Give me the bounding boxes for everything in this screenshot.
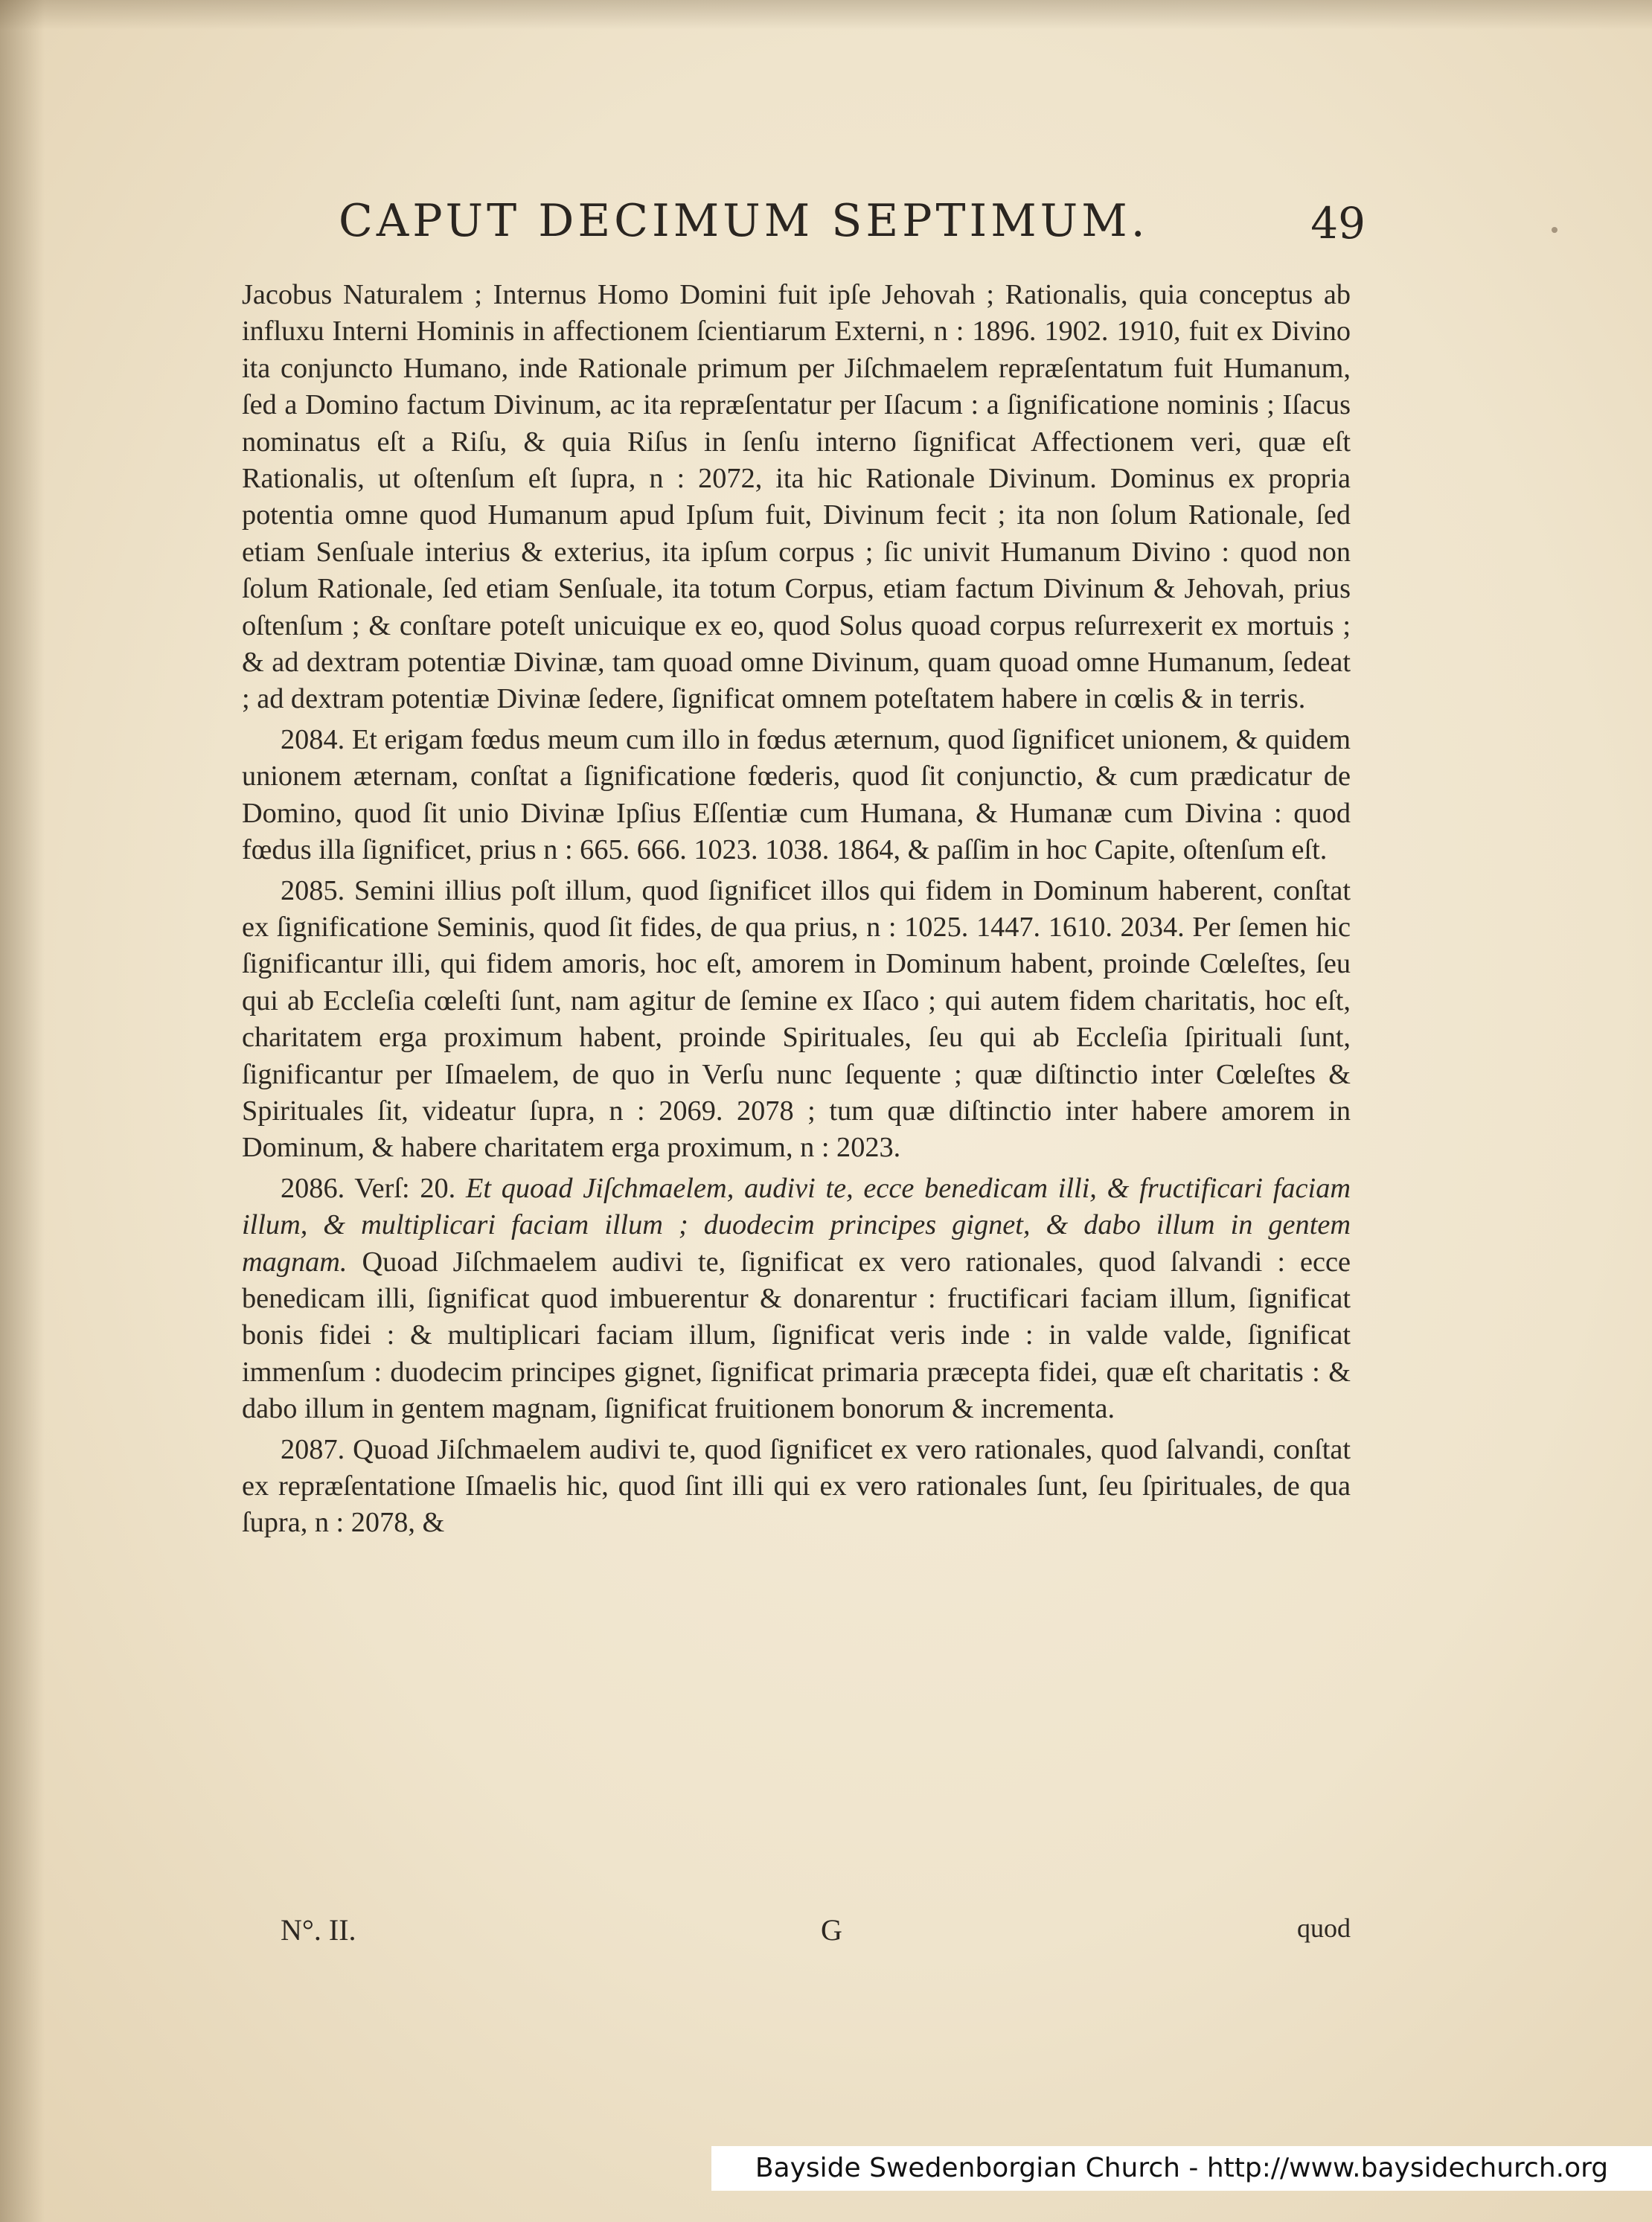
signature-letter: G <box>821 1913 842 1947</box>
paragraph-2085: 2085. Semini illius poſt illum, quod ſignificet illos qui fidem in Dominum haberent, conſtat ex ſignificatione Seminis, quod ſit fides, de qua prius, n : 1025. 1447. 1610. 2034. Per ſemen hic ſignificantur illi, qui fidem amoris, hoc eſt, amorem in Dominum habent, proinde Cœleſtes, ſeu qui ab Eccleſia cœleſti ſunt, nam agitur de ſemine ex Iſaco ; qui autem fidem charitatis, hoc eſt, charitatem erga proximum habent, proinde Spirituales, ſeu qui ab Eccleſia ſpirituali ſunt, ſignificantur per Iſmaelem, de quo in Verſu nunc ſequente ; quæ diſtinctio inter Cœleſtes & Spirituales ſit, videatur ſupra, n : 2069. 2078 ; tum quæ diſtinctio inter habere amorem in Dominum, & habere charitatem erga proximum, n : 2023. <box>242 874 1351 1164</box>
page-edge-shadow <box>0 0 45 2222</box>
paper-speck <box>1552 227 1557 233</box>
source-watermark: Bayside Swedenborgian Church - http://www.baysidechurch.org <box>711 2146 1652 2191</box>
paragraph-2087: 2087. Quoad Jiſchmaelem audivi te, quod ſignificet ex vero rationales, quod ſalvandi, conſtat ex repræſentatione Iſmaelis hic, quod ſint illi qui ex vero rationales ſunt, ſeu ſpirituales, de qua ſupra, n : 2078, & <box>242 1433 1351 1539</box>
catchword: quod <box>1297 1913 1351 1943</box>
page-footer <box>242 1912 1351 1957</box>
paragraph-2086 <box>242 1171 1351 1428</box>
paragraph-2086-lead: 2086. Verſ: 20. <box>281 1172 466 1204</box>
paragraph-2086-scripture: Et quoad Jiſchmaelem, audivi te, ecce benedicam illi, & fructificari faciam illum, & multiplicari faciam illum ; duodecim principes gignet, & dabo illum in gentem magnam. <box>242 1172 1351 1278</box>
paragraph-2084: 2084. Et erigam fœdus meum cum illo in fœdus æternum, quod ſignificet unionem, & quidem unionem æternam, conſtat a ſignificatione fœderis, quod ſit conjunctio, & cum prædicatur de Domino, quod ſit unio Divinæ Ipſius Eſſentiæ cum Humana, & Humanæ cum Divina : quod fœdus illa ſignificet, prius n : 665. 666. 1023. 1038. 1864, & paſſim in hoc Capite, oſtenſum eſt. <box>242 723 1351 866</box>
running-title: CAPUT DECIMUM SEPTIMUM. <box>339 195 1149 247</box>
paragraph-2086-rest: Quoad Jiſchmaelem audivi te, ſignificat ex vero rationales, quod ſalvandi : ecce benedicam illi, ſignificat quod imbuerentur & donarentur : fructificari faciam illum, ſignificat bonis fidei : & multiplicari faciam illum, ſignificat veris inde : in valde valde, ſignificat immenſum : duodecim principes gignet, ſignificat primaria præcepta fidei, quæ eſt charitatis : & dabo illum in gentem magnam, ſignificat fruitionem bonorum & incrementa. <box>242 1246 1351 1425</box>
page-header <box>339 195 1366 254</box>
page-top-shadow <box>0 0 1652 30</box>
paragraph-continuation: Jacobus Naturalem ; Internus Homo Domini fuit ipſe Jehovah ; Rationalis, quia conceptus ab influxu Interni Hominis in affectionem ſcientiarum Externi, n : 1896. 1902. 1910, fuit ex Divino ita conjuncto Humano, inde Rationale primum per Jiſchmaelem repræſentatum fuit Humanum, ſed a Domino factum Divinum, ac ita repræſentatur per Iſacum : a ſignificatione nominis ; Iſacus nominatus eſt a Riſu, & quia Riſus in ſenſu interno ſignificat Affectionem veri, quæ eſt Rationalis, ut oſtenſum eſt ſupra, n : 2072, ita hic Rationale Divinum. Dominus ex propria potentia omne quod Humanum apud Ipſum fuit, Divinum fecit ; ita non ſolum Rationale, ſed etiam Senſuale interius & exterius, ita ipſum corpus ; ſic univit Humanum Divino : quod non ſolum Rationale, ſed etiam Senſuale, ita totum Corpus, etiam factum Divinum & Jehovah, prius oſtenſum ; & conſtare poteſt unicuique ex eo, quod Solus quoad corpus reſurrexerit ex mortuis ; & ad dextram potentiæ Divinæ, tam quoad omne Divinum, quam quoad omne Humanum, ſedeat ; ad dextram potentiæ Divinæ ſedere, ſignificat omnem poteſtatem habere in cœlis & in terris. <box>242 279 1351 715</box>
body-text <box>242 277 1351 1542</box>
signature-mark: N°. II. <box>281 1913 356 1947</box>
page-number: 49 <box>1310 198 1366 249</box>
